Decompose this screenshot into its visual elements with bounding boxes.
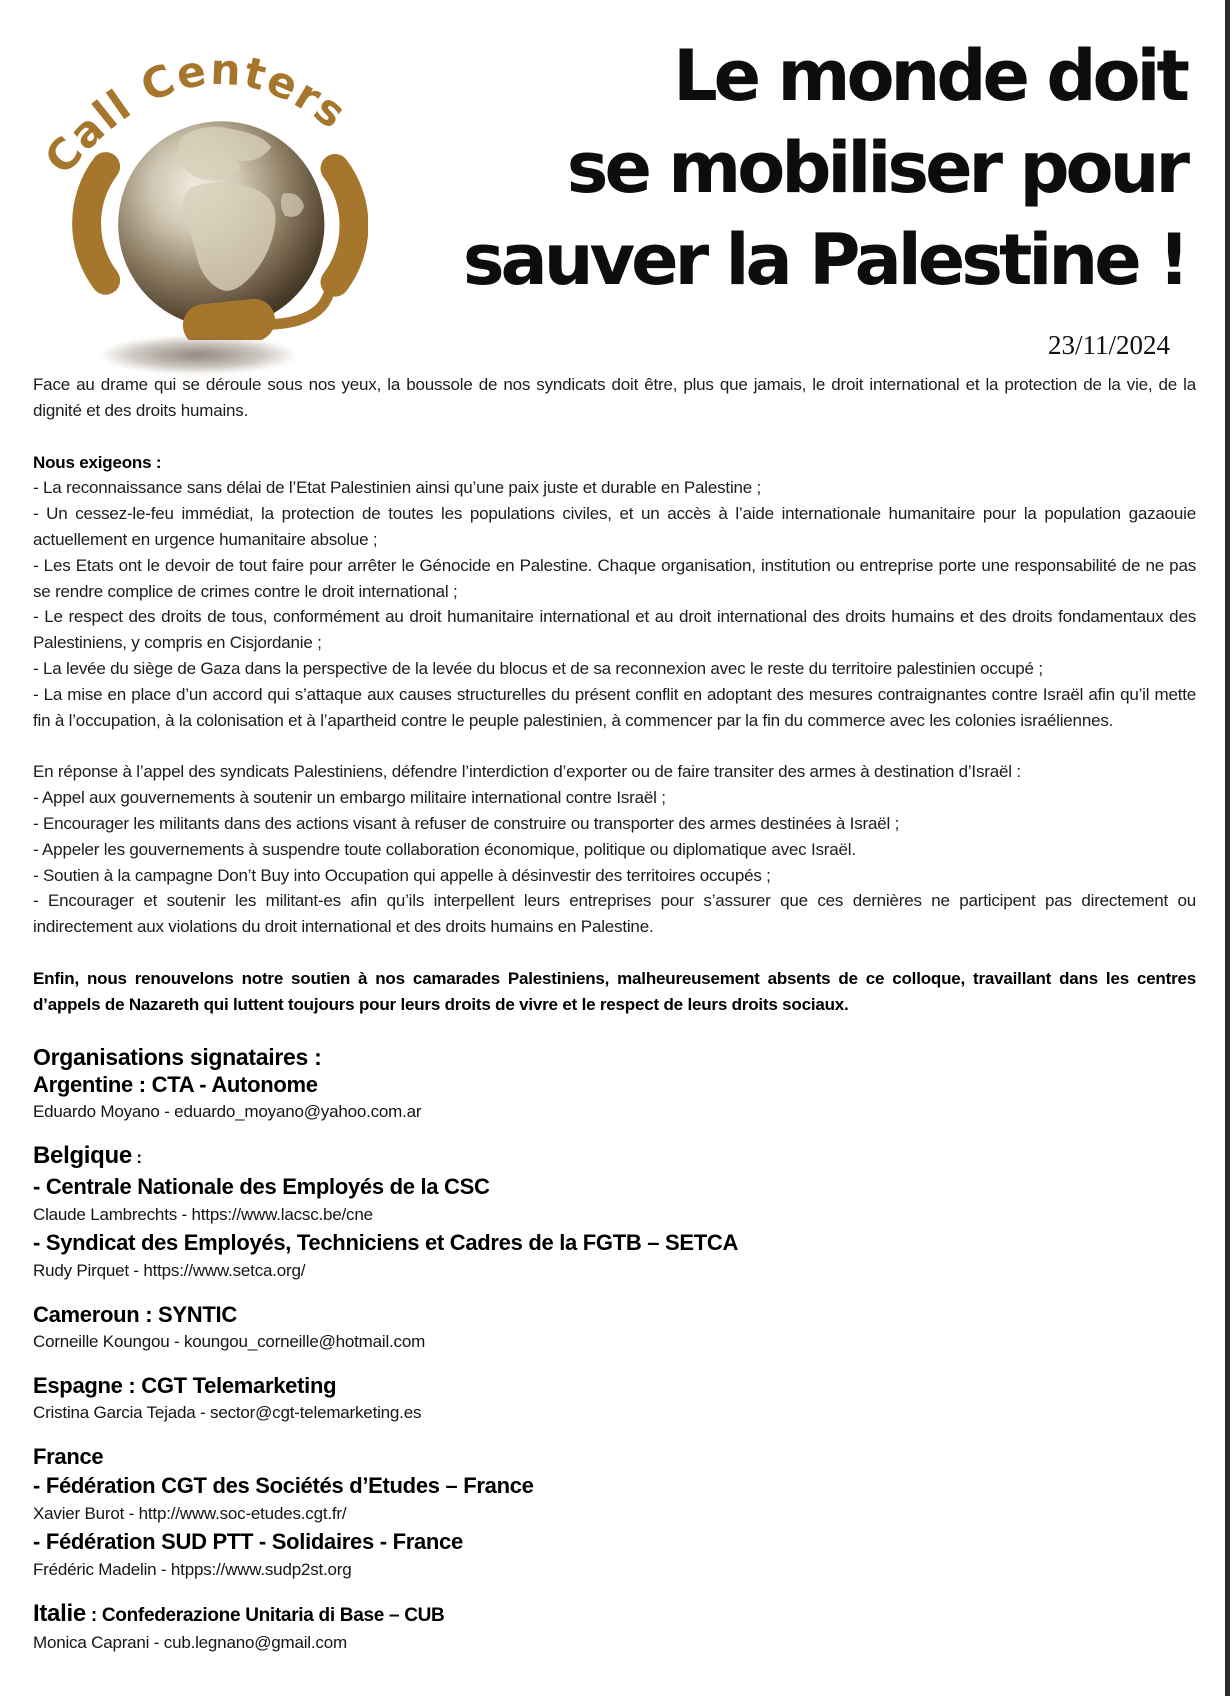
signatory-contact: Eduardo Moyano - eduardo_moyano@yahoo.com.ar [33,1101,422,1121]
signatory-gap [33,1284,1196,1301]
paragraph-gap [33,1018,1196,1044]
country-org-inline: : Confederazione Unitaria di Base – CUB [85,1604,445,1626]
demand-item: - La reconnaissance sans délai de l’Etat Palestinien ainsi qu’une paix juste et durable en Palestine ; [33,478,762,498]
signatory-country-france: France [33,1443,104,1469]
paragraph-gap [33,424,1196,450]
demand-item: - La levée du siège de Gaza dans la perspective de la levée du blocus et de sa reconnexion avec le reste du territoire palestinien occupé ; [33,658,1043,678]
scan-edge-line [1225,0,1230,1696]
signatory-org: - Syndicat des Employés, Techniciens et Cadres de la FGTB – SETCA [33,1229,739,1255]
signatory-contact: Corneille Koungou - koungou_corneille@hotmail.com [33,1331,426,1351]
signatory-org: - Fédération CGT des Sociétés d’Etudes – France [33,1472,534,1498]
signatories-section [33,1044,1196,1656]
logo-arc-text: Call Centers [36,44,357,184]
signatory-gap [33,1355,1196,1372]
signatories-heading: Organisations signataires : [33,1043,322,1070]
logo-shadow [100,336,296,374]
signatory-contact: Cristina Garcia Tejada - sector@cgt-telemarketing.es [33,1402,422,1422]
document-body [33,372,1196,1656]
demands-heading: Nous exigeons : [33,452,162,472]
title-line-3: sauver la Palestine ! [462,219,1186,301]
call-centers-logo-icon [36,22,368,340]
country-name: Belgique [33,1141,132,1169]
title-line-2: se mobiliser pour [566,127,1186,209]
closing-paragraph: Enfin, nous renouvelons notre soutien à nos camarades Palestiniens, malheureusement absents de ce colloque, travaillant dans les centres d’appels de Nazareth qui luttent toujours pour leurs droits de vivre et le respect de leurs droits sociaux. [33,968,1196,1014]
signatory-contact: Rudy Pirquet - https://www.setca.org/ [33,1260,306,1280]
response-item: - Encourager les militants dans des actions visant à refuser de construire ou transporter des armes destinées à Israël ; [33,813,900,833]
signatory-gap [33,1426,1196,1443]
signatory-contact: Claude Lambrechts - https://www.lacsc.be/cne [33,1204,373,1224]
response-item: - Soutien à la campagne Don’t Buy into Occupation qui appelle à désinvestir des territoires occupés ; [33,865,771,885]
title-line-1: Le monde doit [673,35,1186,117]
country-colon: : [131,1147,142,1167]
response-item: - Encourager et soutenir les militant-es afin qu’ils interpellent leurs entreprises pour s’assurer que ces dernières ne participent pas directement ou indirectement aux violations du droit international et des droits humains en Palestine. [33,891,1196,937]
signatory-country-italie [33,1600,1196,1630]
response-item: - Appeler les gouvernements à suspendre toute collaboration économique, politique ou diplomatique avec Israël. [33,839,856,859]
page-title [326,30,1186,306]
signatory-contact: Xavier Burot - http://www.soc-etudes.cgt.fr/ [33,1503,347,1523]
signatory-gap [33,1125,1196,1142]
headset-left-earpiece-icon [87,167,106,281]
signatory-country-espagne: Espagne : CGT Telemarketing [33,1372,337,1398]
signatory-country-argentine: Argentine : CTA - Autonome [33,1071,318,1097]
demand-item: - La mise en place d’un accord qui s’attaque aux causes structurelles du présent conflit en adoptant des mesures contraignantes contre Israël afin qu’il mette fin à l’occupation, à la colonisation et à l’apartheid contre le peuple palestinien, à commencer par la fin du commerce avec les colonies israéliennes. [33,684,1196,730]
intro-paragraph: Face au drame qui se déroule sous nos yeux, la boussole de nos syndicats doit être, plus que jamais, le droit international et la protection de la vie, de la dignité et des droits humains. [33,375,1196,420]
signatory-country-cameroun: Cameroun : SYNTIC [33,1301,237,1327]
demand-item: - Le respect des droits de tous, conformément au droit humanitaire international et au droit international des droits humains et des droits fondamentaux des Palestiniens, y compris en Cisjordanie ; [33,607,1196,653]
country-name: Italie [33,1599,86,1627]
response-intro: En réponse à l’appel des syndicats Palestiniens, défendre l’interdiction d’exporter ou de faire transiter des armes à destination d’Israël : [33,762,1021,782]
response-item: - Appel aux gouvernements à soutenir un embargo militaire international contre Israël ; [33,788,666,808]
paragraph-gap [33,940,1196,966]
document-date: 23/11/2024 [1047,330,1170,360]
signatory-gap [33,1583,1196,1600]
signatory-org: - Centrale Nationale des Employés de la CSC [33,1173,490,1199]
signatory-org: - Fédération SUD PTT - Solidaires - France [33,1528,463,1554]
demand-item: - Un cessez-le-feu immédiat, la protection de toutes les populations civiles, et un accès à l’aide internationale humanitaire pour la population gazaouie actuellement en urgence humanitaire absolue ; [33,504,1196,549]
signatory-contact: Monica Caprani - cub.legnano@gmail.com [33,1632,347,1652]
demand-item: - Les Etats ont le devoir de tout faire pour arrêter le Génocide en Palestine. Chaque organisation, institution ou entreprise porte une responsabilité de ne pas se rendre complice de crimes contre le droit international ; [33,555,1196,601]
signatory-country-belgique [33,1142,1196,1172]
paragraph-gap [33,733,1196,759]
call-centers-logo [36,22,368,340]
signatory-contact: Frédéric Madelin - htpps://www.sudp2st.org [33,1559,352,1579]
